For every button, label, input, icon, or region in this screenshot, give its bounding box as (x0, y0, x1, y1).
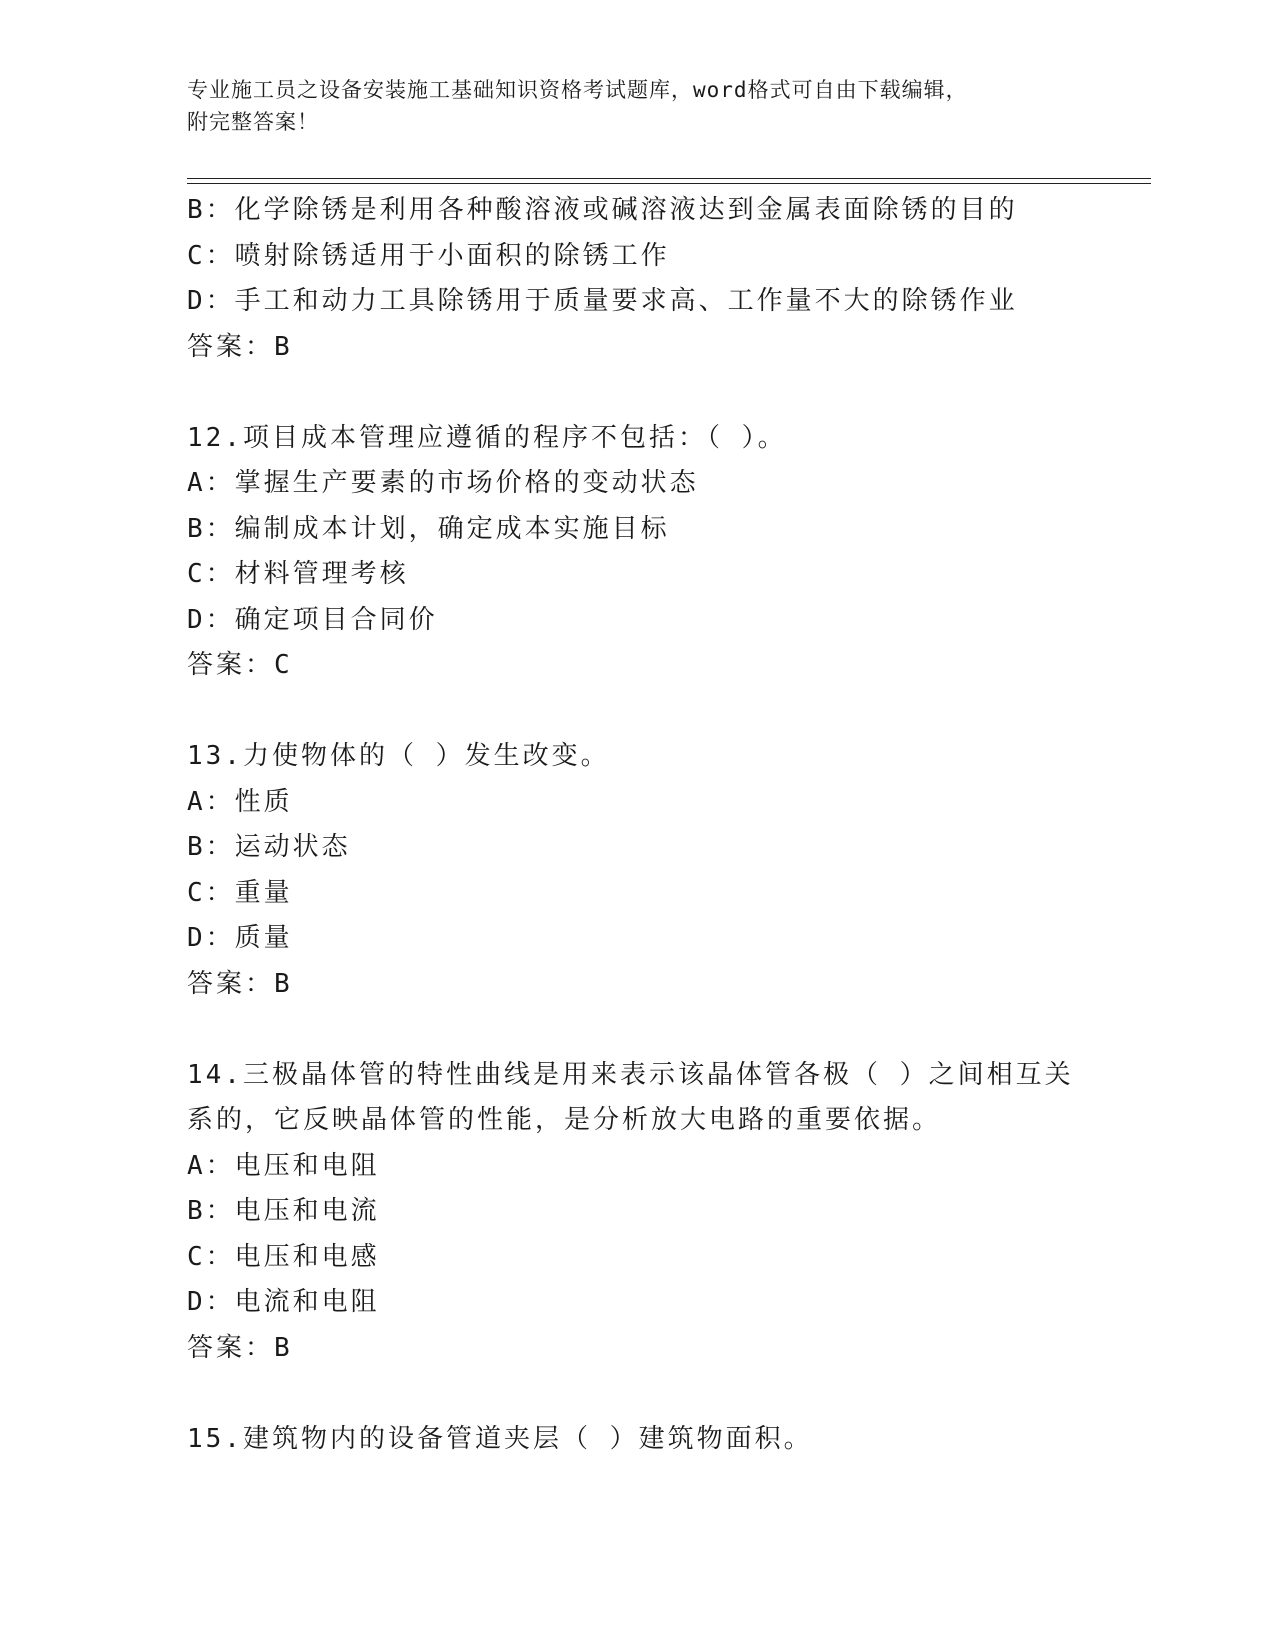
option-d: D：确定项目合同价 (187, 604, 438, 635)
question-stem-line-1: 14.三极晶体管的特性曲线是用来表示该晶体管各极（ ）之间相互关 (187, 1059, 1074, 1090)
question-stem: 15.建筑物内的设备管道夹层（ ）建筑物面积。 (187, 1423, 813, 1454)
header-line-1: 专业施工员之设备安装施工基础知识资格考试题库，word格式可自由下载编辑， (187, 78, 968, 102)
option-c: C：电压和电感 (187, 1241, 380, 1272)
header-rule-top (187, 178, 1151, 179)
question-stem-line-2: 系的，它反映晶体管的性能，是分析放大电路的重要依据。 (187, 1105, 942, 1135)
answer: 答案：B (187, 1332, 293, 1363)
header-rule-bottom (187, 183, 1151, 184)
question-13 (187, 734, 1151, 1007)
option-d: D：手工和动力工具除锈用于质量要求高、工作量不大的除锈作业 (187, 286, 1018, 316)
answer: 答案：B (187, 968, 293, 999)
spacer (187, 689, 1151, 735)
option-a: A：掌握生产要素的市场价格的变动状态 (187, 468, 699, 498)
option-b: B：编制成本计划，确定成本实施目标 (187, 513, 670, 544)
question-15 (187, 1417, 1151, 1463)
answer: 答案：C (187, 650, 293, 680)
question-stem: 13.力使物体的（ ）发生改变。 (187, 741, 610, 771)
question-11-fragment (187, 188, 1151, 370)
question-14 (187, 1053, 1151, 1372)
spacer (187, 370, 1151, 416)
spacer (187, 1007, 1151, 1053)
spacer (187, 1371, 1151, 1417)
question-list (187, 188, 1151, 1462)
option-c: C：重量 (187, 877, 293, 908)
option-b: B：化学除锈是利用各种酸溶液或碱溶液达到金属表面除锈的目的 (187, 195, 1018, 225)
option-a: A：电压和电阻 (187, 1150, 380, 1181)
answer: 答案：B (187, 331, 293, 362)
option-d: D：质量 (187, 923, 293, 953)
question-stem: 12.项目成本管理应遵循的程序不包括：（ ）。 (187, 422, 787, 453)
option-c: C：材料管理考核 (187, 559, 409, 589)
option-c: C：喷射除锈适用于小面积的除锈工作 (187, 240, 670, 271)
document-header (187, 74, 1087, 138)
option-a: A：性质 (187, 786, 293, 817)
header-line-2: 附完整答案！ (187, 110, 319, 134)
option-d: D：电流和电阻 (187, 1287, 380, 1317)
option-b: B：电压和电流 (187, 1196, 380, 1226)
question-12 (187, 416, 1151, 689)
option-b: B：运动状态 (187, 832, 351, 862)
